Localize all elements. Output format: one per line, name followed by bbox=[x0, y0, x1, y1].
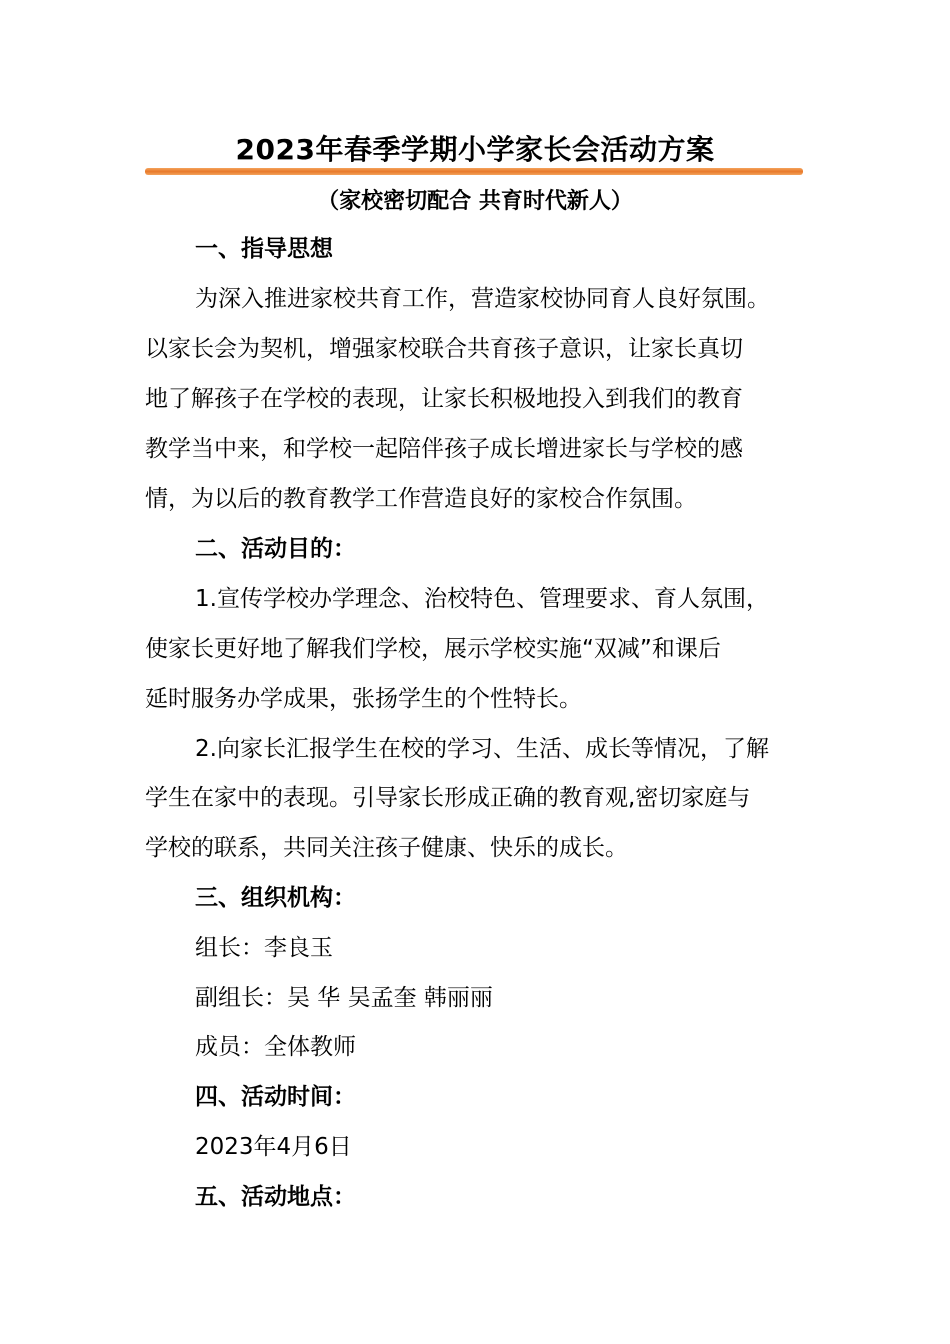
paragraph-line: 为深入推进家校共育工作，营造家校协同育人良好氛围。 bbox=[195, 286, 770, 312]
activity-date: 2023年4月6日 bbox=[195, 1134, 352, 1160]
document-title: 2023年春季学期小学家长会活动方案 bbox=[235, 133, 715, 166]
paragraph-line: 地了解孩子在学校的表现，让家长积极地投入到我们的教育 bbox=[145, 386, 743, 412]
paragraph-line: 1.宣传学校办学理念、治校特色、管理要求、育人氛围， bbox=[195, 586, 769, 612]
paragraph-line: 以家长会为契机，增强家校联合共育孩子意识，让家长真切 bbox=[145, 336, 743, 362]
paragraph-line: 使家长更好地了解我们学校，展示学校实施“双减”和课后 bbox=[145, 636, 721, 662]
paragraph-line: 教学当中来，和学校一起陪伴孩子成长增进家长与学校的感 bbox=[145, 436, 743, 462]
section-heading-guiding-ideology: 一、指导思想 bbox=[195, 236, 333, 262]
section-heading-activity-time: 四、活动时间： bbox=[195, 1084, 356, 1110]
title-underline bbox=[145, 168, 803, 175]
paragraph-line: 延时服务办学成果，张扬学生的个性特长。 bbox=[145, 686, 582, 712]
paragraph-line: 情，为以后的教育教学工作营造良好的家校合作氛围。 bbox=[145, 486, 697, 512]
section-heading-activity-purpose: 二、活动目的： bbox=[195, 536, 356, 562]
organization-members: 成员：全体教师 bbox=[195, 1034, 356, 1060]
organization-deputy-leaders: 副组长：吴 华 吴孟奎 韩丽丽 bbox=[195, 985, 493, 1011]
document-subtitle: （家校密切配合 共育时代新人） bbox=[317, 189, 633, 214]
paragraph-line: 学生在家中的表现。引导家长形成正确的教育观,密切家庭与 bbox=[145, 785, 751, 811]
organization-leader: 组长：李良玉 bbox=[195, 935, 333, 961]
paragraph-line: 2.向家长汇报学生在校的学习、生活、成长等情况，了解 bbox=[195, 736, 769, 762]
section-heading-activity-location: 五、活动地点： bbox=[195, 1184, 356, 1210]
paragraph-line: 学校的联系，共同关注孩子健康、快乐的成长。 bbox=[145, 835, 628, 861]
section-heading-organization: 三、组织机构： bbox=[195, 885, 356, 911]
